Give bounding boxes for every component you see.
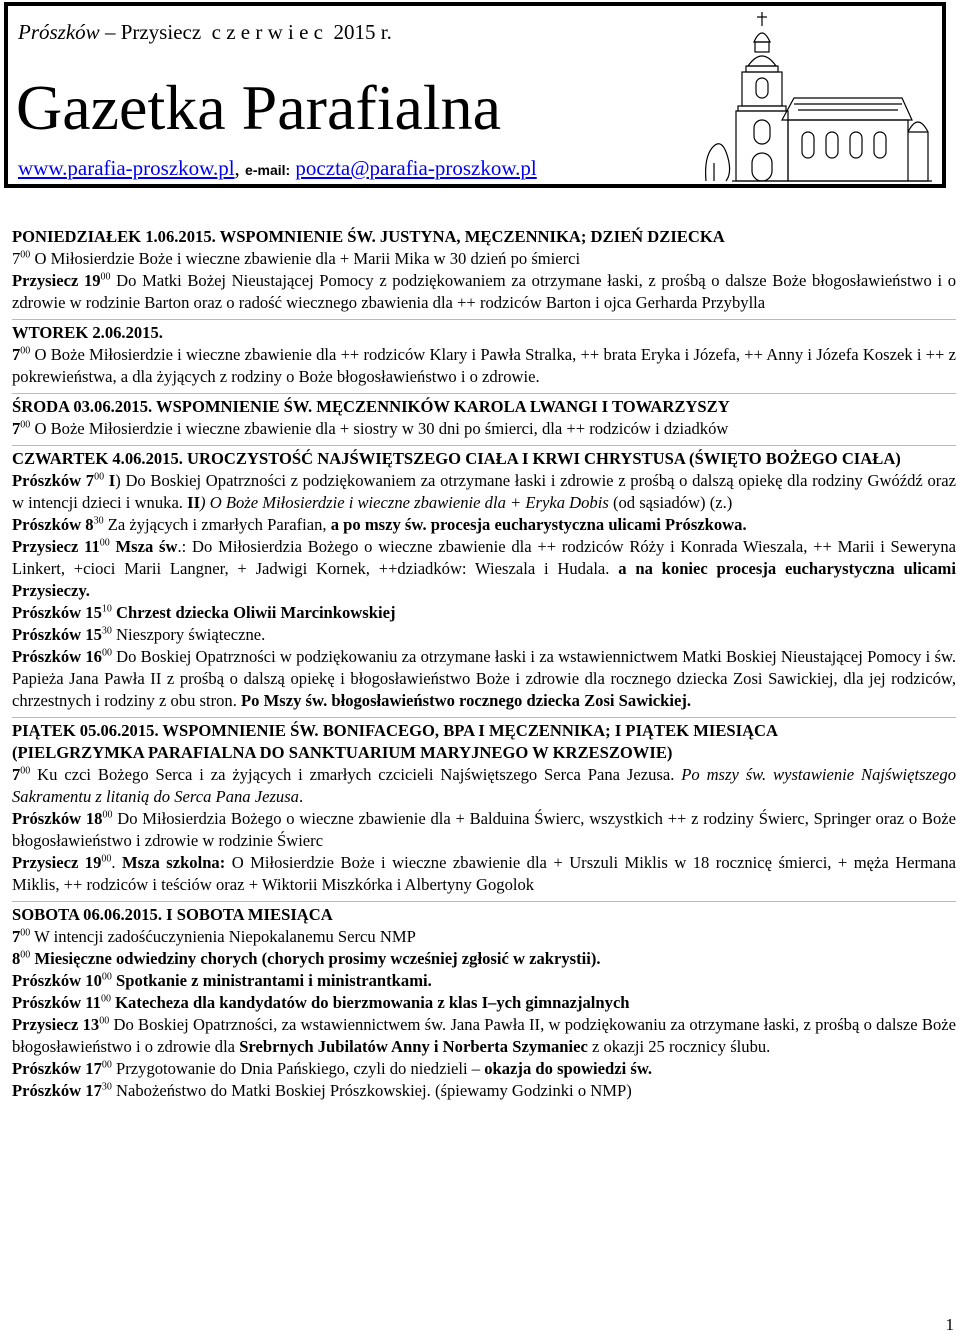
text-run: .: Do Miłosierdzia Bożego o wieczne zbawienie dla ++ rodziców Róży i Konrada Wieszala, ++ Marii i Seweryna Linkert, +cioci Marii Langner, + Jadwigi Kornek, ++dziadków: Wieszala i Hudala. bbox=[12, 537, 956, 578]
church-illustration bbox=[702, 8, 934, 184]
text-run: 7 bbox=[12, 345, 21, 364]
text-run: okazja do spowiedzi św. bbox=[484, 1059, 653, 1078]
day-heading bbox=[12, 720, 956, 742]
text-run: Za żyjących i zmarłych Parafian, bbox=[103, 515, 331, 534]
time-superscript: 30 bbox=[101, 625, 112, 637]
header-dash: – bbox=[104, 20, 116, 44]
time-superscript: 00 bbox=[20, 765, 31, 777]
section-divider bbox=[12, 393, 956, 394]
mass-intention bbox=[12, 344, 956, 388]
text-run: 7 bbox=[12, 765, 21, 784]
mass-intention bbox=[12, 948, 956, 970]
day-heading bbox=[12, 448, 956, 470]
text-run: Przygotowanie do Dnia Pańskiego, czyli do niedzieli – bbox=[111, 1059, 485, 1078]
mass-intention bbox=[12, 536, 956, 602]
mass-intention bbox=[12, 1058, 956, 1080]
text-run: Do Matki Bożej Nieustającej Pomocy z podziękowaniem za otrzymane łaski, z prośbą o dalsze Boże błogosławieństwo i o zdrowie w rodzinie Barton oraz o radość wiecznego zbawienia dla ++ rodziców Barton i ojca Gerharda Przybylla bbox=[12, 271, 956, 312]
text-run: Przysiecz 19 bbox=[12, 271, 101, 290]
header-year: 2015 r. bbox=[333, 20, 392, 44]
text-run: Prószków 7 bbox=[12, 471, 95, 490]
text-run: 7 bbox=[12, 249, 21, 268]
text-run: Do Miłosierdzia Bożego o wieczne zbawienie dla + Balduina Świerc, wszystkich ++ z rodziny Świerc, Springer oraz o Boże błogosławieństwo i zdrowie w rodzinie Świerc bbox=[12, 809, 956, 850]
time-superscript: 00 bbox=[101, 971, 112, 983]
time-superscript: 30 bbox=[93, 515, 104, 527]
text-run: Prószków 16 bbox=[12, 647, 102, 666]
text-run: Prószków 18 bbox=[12, 809, 103, 828]
header-place2: Przysiecz bbox=[120, 20, 202, 44]
text-run: ) Do Boskiej Opatrzności z podziękowaniem za otrzymane łaski i zdrowie z prośbą o dalszą opiekę dla rodziny Gwóźdź oraz w intencji dzieci i wnuka. bbox=[12, 471, 957, 512]
text-run: SOBOTA 06.06.2015. I SOBOTA MIESIĄCA bbox=[12, 905, 333, 924]
text-run: PIĄTEK 05.06.2015. WSPOMNIENIE ŚW. BONIFACEGO, BPA I MĘCZENNIKA; I PIĄTEK MIESIĄCA bbox=[12, 721, 779, 740]
mass-intention bbox=[12, 742, 956, 764]
page-title: Gazetka Parafialna bbox=[16, 72, 502, 143]
day-section bbox=[12, 396, 956, 440]
header-contact bbox=[18, 156, 537, 181]
mass-intention bbox=[12, 270, 956, 314]
mass-intention bbox=[12, 1014, 956, 1058]
text-run: (z.) bbox=[705, 493, 733, 512]
time-superscript: 00 bbox=[20, 419, 31, 431]
text-run: . bbox=[298, 787, 304, 806]
day-section bbox=[12, 720, 956, 896]
time-superscript: 00 bbox=[20, 949, 31, 961]
text-run: PONIEDZIAŁEK 1.06.2015. WSPOMNIENIE ŚW. JUSTYNA, MĘCZENNIKA; DZIEŃ DZIECKA bbox=[12, 227, 725, 246]
time-superscript: 00 bbox=[100, 271, 111, 283]
time-superscript: 00 bbox=[102, 809, 113, 821]
text-run: Po Mszy św. błogosławieństwo rocznego dziecka Zosi Sawickiej. bbox=[241, 691, 692, 710]
text-run: II bbox=[187, 493, 201, 512]
day-heading bbox=[12, 396, 956, 418]
text-run: z okazji 25 rocznicy ślubu. bbox=[587, 1037, 771, 1056]
text-run: a na koniec procesja eucharystyczna ulicami Przysieczy. bbox=[12, 559, 956, 600]
mass-intention bbox=[12, 970, 956, 992]
header-dateline bbox=[18, 20, 392, 45]
text-run: O Miłosierdzie Boże i wieczne zbawienie dla + Marii Mika w 30 dzień po śmierci bbox=[30, 249, 581, 268]
text-run: Prószków 17 bbox=[12, 1081, 102, 1100]
time-superscript: 00 bbox=[101, 647, 112, 659]
time-superscript: 00 bbox=[99, 1015, 110, 1027]
text-run: Msza szkolna: bbox=[122, 853, 226, 872]
text-run: I bbox=[104, 471, 116, 490]
time-superscript: 00 bbox=[20, 927, 31, 939]
text-run: (od sąsiadów) bbox=[612, 493, 706, 512]
header-comma: , bbox=[234, 156, 240, 180]
header-box bbox=[4, 2, 946, 188]
text-run: Msza św bbox=[109, 537, 178, 556]
mass-intention bbox=[12, 514, 956, 536]
time-superscript: 00 bbox=[101, 1059, 112, 1071]
text-run: 7 bbox=[12, 419, 21, 438]
text-run: Przysiecz 11 bbox=[12, 537, 100, 556]
mass-intention bbox=[12, 808, 956, 852]
text-run: Prószków 11 bbox=[12, 993, 101, 1012]
text-run: Chrzest dziecka Oliwii Marcinkowskiej bbox=[111, 603, 396, 622]
mass-intention bbox=[12, 602, 956, 624]
text-run: Katecheza dla kandydatów do bierzmowania z klas I–ych gimnazjalnych bbox=[110, 993, 630, 1012]
day-heading bbox=[12, 904, 956, 926]
text-run: Prószków 10 bbox=[12, 971, 102, 990]
text-run: (PIELGRZYMKA PARAFIALNA DO SANKTUARIUM MARYJNEGO W KRZESZOWIE) bbox=[12, 743, 673, 762]
email-link[interactable]: poczta@parafia-proszkow.pl bbox=[295, 156, 537, 180]
text-run: O Boże Miłosierdzie i wieczne zbawienie dla + siostry w 30 dni po śmierci, dla ++ rodziców i dziadków bbox=[30, 419, 729, 438]
text-run: Po mszy św. wystawienie Najświętszego Sakramentu z litanią do Serca Pana Jezusa bbox=[12, 765, 956, 806]
day-section bbox=[12, 448, 956, 712]
mass-intention bbox=[12, 624, 956, 646]
text-run: 7 bbox=[12, 927, 21, 946]
text-run: O Boże Miłosierdzie i wieczne zbawienie dla ++ rodziców Klary i Pawła Stralka, ++ brata Eryka i Józefa, ++ Anny i Józefa Koszek i ++ z pokrewieństwa, a dla żyjących z rodziny o Boże błogosławieństwo i o zdrowie. bbox=[12, 345, 956, 386]
section-divider bbox=[12, 445, 956, 446]
text-run: Do Boskiej Opatrzności w podziękowaniu za otrzymane łaski i za wstawiennictwem Matki Boskiej Nieustającej Pomocy i św. Papieża Jana Pawła II z prośbą o dalszą opiekę i błogosławieństwo Boże i zdrowie dla rocznego dziecka Zosi Sawickiej, dla jej rodziców, chrzestnych i rodziny z obu stron. bbox=[12, 647, 957, 710]
text-run: ŚRODA 03.06.2015. WSPOMNIENIE ŚW. MĘCZENNIKÓW KAROLA LWANGI I TOWARZYSZY bbox=[12, 397, 730, 416]
text-run: 8 bbox=[12, 949, 21, 968]
time-superscript: 00 bbox=[99, 537, 110, 549]
mass-intention bbox=[12, 764, 956, 808]
mass-intention bbox=[12, 926, 956, 948]
text-run: Nieszpory świąteczne. bbox=[111, 625, 266, 644]
text-run: Do Boskiej Opatrzności, za wstawiennictwem św. Jana Pawła II, w podziękowaniu za otrzymane łaski, z prośbą o dalsze Boże błogosławieństwo i o zdrowie dla bbox=[12, 1015, 957, 1056]
text-run: Przysiecz 19 bbox=[12, 853, 102, 872]
mass-intention bbox=[12, 852, 956, 896]
text-run: ) O Boże Miłosierdzie i wieczne zbawienie dla + Eryka Dobis bbox=[200, 493, 613, 512]
text-run: CZWARTEK 4.06.2015. UROCZYSTOŚĆ NAJŚWIĘTSZEGO CIAŁA I KRWI CHRYSTUSA (ŚWIĘTO BOŻEGO CIAŁA) bbox=[12, 449, 901, 468]
text-run: Nabożeństwo do Matki Boskiej Prószkowskiej. (śpiewamy Godzinki o NMP) bbox=[111, 1081, 632, 1100]
time-superscript: 00 bbox=[100, 993, 111, 1005]
text-run: Srebrnych Jubilatów Anny i Norberta Szymaniec bbox=[239, 1037, 588, 1056]
text-run: O Miłosierdzie Boże i wieczne zbawienie dla + Urszuli Miklis w 18 rocznicę śmierci, + męża Hermana Miklis, ++ rodziców i teściów oraz + Wiktorii Miszkórka i Albertyny Gogolok bbox=[12, 853, 957, 894]
text-run: a po mszy św. procesja eucharystyczna ulicami Prószkowa. bbox=[330, 515, 747, 534]
email-label: e-mail: bbox=[245, 162, 291, 178]
text-run: Prószków 15 bbox=[12, 625, 102, 644]
text-run: Prószków 8 bbox=[12, 515, 94, 534]
mass-intention bbox=[12, 470, 956, 514]
bulletin-body bbox=[12, 226, 956, 1102]
mass-intention bbox=[12, 248, 956, 270]
text-run: Przysiecz 13 bbox=[12, 1015, 100, 1034]
section-divider bbox=[12, 319, 956, 320]
section-divider bbox=[12, 901, 956, 902]
day-heading bbox=[12, 226, 956, 248]
text-run: . bbox=[111, 853, 122, 872]
text-run: Prószków 17 bbox=[12, 1059, 102, 1078]
day-section bbox=[12, 322, 956, 388]
time-superscript: 30 bbox=[101, 1081, 112, 1093]
header-month: c z e r w i e c bbox=[211, 20, 324, 44]
day-section bbox=[12, 904, 956, 1102]
mass-intention bbox=[12, 1080, 956, 1102]
header-place: Prószków bbox=[18, 20, 100, 44]
day-heading bbox=[12, 322, 956, 344]
mass-intention bbox=[12, 418, 956, 440]
text-run: Miesięczne odwiedziny chorych (chorych prosimy wcześniej zgłosić w zakrystii). bbox=[30, 949, 601, 968]
section-divider bbox=[12, 717, 956, 718]
text-run: WTOREK 2.06.2015. bbox=[12, 323, 163, 342]
time-superscript: 00 bbox=[20, 249, 31, 261]
text-run: W intencji zadośćuczynienia Niepokalanemu Sercu NMP bbox=[30, 927, 416, 946]
text-run: Prószków 15 bbox=[12, 603, 102, 622]
mass-intention bbox=[12, 992, 956, 1014]
day-section bbox=[12, 226, 956, 314]
time-superscript: 10 bbox=[101, 603, 112, 615]
mass-intention bbox=[12, 646, 956, 712]
text-run: Ku czci Bożego Serca i za żyjących i zmarłych czcicieli Najświętszego Serca Pana Jezusa. bbox=[30, 765, 682, 784]
text-run: Spotkanie z ministrantami i ministrantkami. bbox=[111, 971, 432, 990]
time-superscript: 00 bbox=[94, 471, 105, 483]
website-link[interactable]: www.parafia-proszkow.pl bbox=[18, 156, 235, 180]
time-superscript: 00 bbox=[101, 853, 112, 865]
page-number: 1 bbox=[945, 1315, 954, 1334]
time-superscript: 00 bbox=[20, 345, 31, 357]
